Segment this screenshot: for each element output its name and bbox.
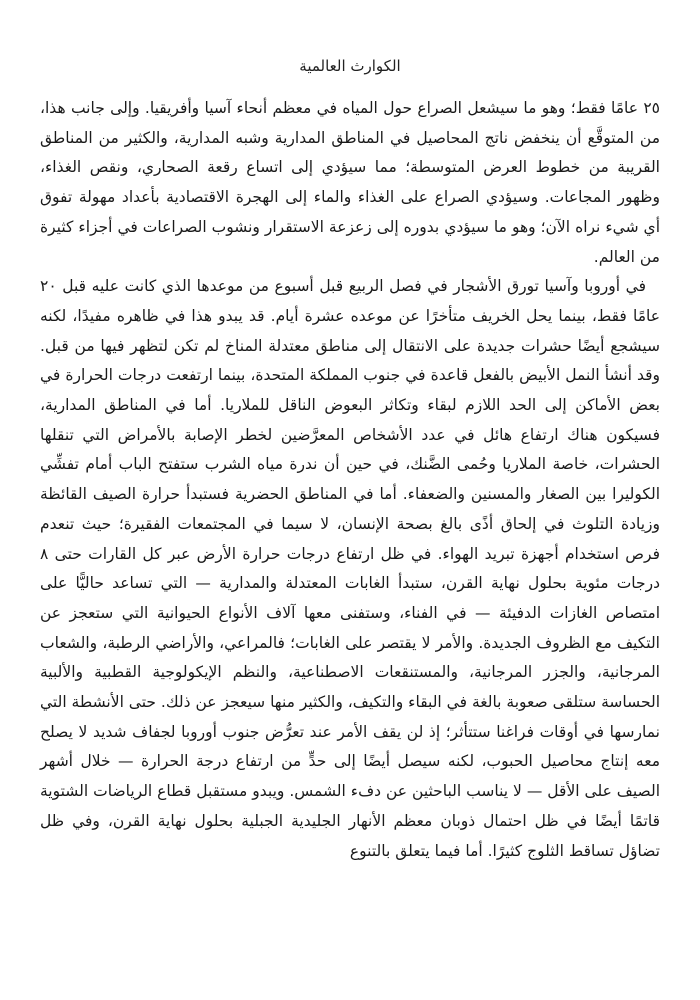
paragraph: ٢٥ عامًا فقط؛ وهو ما سيشعل الصراع حول المياه في معظم أنحاء آسيا وأفريقيا. وإلى جانب هذا، من المتوقَّع أن ينخفض ناتج المحاصيل في المناطق المدارية وشبه المدارية، والكثير من المناطق القريبة من خطوط العرض المتوسطة؛ مما سيؤدي إلى اتساع رقعة الصحاري، ونقص الغذاء، وظهور المجاعات. وسيؤدي الصراع على الغذاء والماء إلى الهجرة الاقتصادية بأعداد مهولة تفوق أي شيء نراه الآن؛ وهو ما سيؤدي بدوره إلى زعزعة الاستقرار ونشوب الصراعات في أجزاء كثيرة من العالم. <box>40 99 660 266</box>
body-text <box>40 94 660 866</box>
running-header: الكوارث العالمية <box>299 57 401 75</box>
paragraph: في أوروبا وآسيا تورق الأشجار في فصل الربيع قبل أسبوع من موعدها الذي كانت عليه قبل ٢٠ عامًا فقط، بينما يحل الخريف متأخرًا عن موعده عشرة أيام. قد يبدو هذا في ظاهره مفيدًا، لكنه سيشجع أيضًا حشرات جديدة على الانتقال إلى مناطق معتدلة المناخ لم تكن لتظهر فيها من قبل. وقد أنشأ النمل الأبيض بالفعل قاعدة في جنوب المملكة المتحدة، بينما ارتفعت درجات الحرارة في بعض الأماكن إلى الحد اللازم لبقاء وتكاثر البعوض الناقل للملاريا. أما في المناطق المدارية، فسيكون هناك ارتفاع هائل في عدد الأشخاص المعرَّضين لخطر الإصابة بالأمراض التي تنقلها الحشرات، خاصة الملاريا وحُمى الضَّنك، في حين أن ندرة مياه الشرب ستفتح الباب أمام تفشِّي الكوليرا بين الصغار والمسنين والضعفاء. أما في المناطق الحضرية فستبدأ حرارة الصيف القائظة وزيادة التلوث في إلحاق أذًى بالغ بصحة الإنسان، لا سيما في المجتمعات الفقيرة؛ حيث تنعدم فرص استخدام أجهزة تبريد الهواء. في ظل ارتفاع درجات حرارة الأرض عبر كل القارات حتى ٨ درجات مئوية بحلول نهاية القرن، ستبدأ الغابات المعتدلة والمدارية — التي تساعد حاليًّا على امتصاص الغازات الدفيئة — في الفناء، وستفنى معها آلاف الأنواع الحيوانية التي ستعجز عن التكيف مع الظروف الجديدة. والأمر لا يقتصر على الغابات؛ فالمراعي، والأراضي الرطبة، والشعاب المرجانية، والجزر المرجانية، والمستنقعات الاصطناعية، والنظم الإيكولوجية القطبية والألبية الحساسة ستلقى صعوبة بالغة في البقاء والتكيف، والكثير منها سيعجز عن ذلك. حتى الأنشطة التي نمارسها في أوقات فراغنا ستتأثر؛ إذ لن يقف الأمر عند تعرُّض جنوب أوروبا لجفاف شديد لا يصلح معه إنتاج محاصيل الحبوب، لكنه سيصل أيضًا إلى حدٍّ من ارتفاع درجة الحرارة — خلال أشهر الصيف على الأقل — لا يناسب الباحثين عن دفء الشمس. ويبدو مستقبل قطاع الرياضات الشتوية قاتمًا أيضًا في ظل احتمال ذوبان معظم الأنهار الجليدية الجبلية بحلول نهاية القرن، وفي ظل تضاؤل تساقط الثلوج كثيرًا. أما فيما يتعلق بالتنوع <box>40 277 660 860</box>
